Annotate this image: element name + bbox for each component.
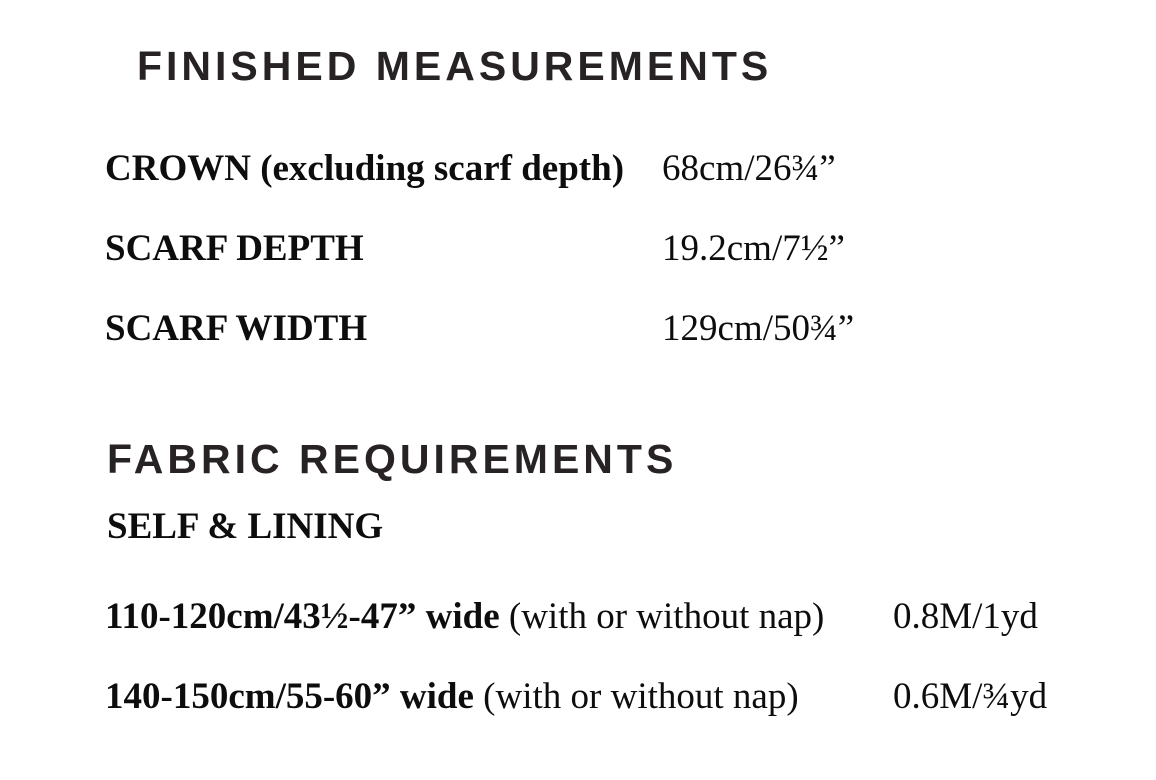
fabric-nap-note: (with or without nap) — [483, 676, 799, 717]
fabric-width-label: 110-120cm/43½-47” wide — [105, 596, 500, 637]
measurement-value: 19.2cm/7½” — [662, 228, 845, 269]
measurement-row-crown — [105, 147, 836, 191]
measurement-value: 68cm/26¾” — [662, 148, 836, 189]
measurement-value: 129cm/50¾” — [662, 308, 855, 349]
fabric-quantity-value: 0.6M/¾yd — [893, 676, 1048, 717]
fabric-row-140-150 — [105, 675, 1048, 719]
self-and-lining-subheading: SELF & LINING — [107, 506, 384, 547]
measurement-row-scarf-width — [105, 307, 855, 351]
fabric-width-label: 140-150cm/55-60” wide — [105, 676, 474, 717]
fabric-nap-note: (with or without nap) — [508, 596, 825, 637]
fabric-requirements-heading: FABRIC REQUIREMENTS — [107, 436, 678, 482]
measurement-label: SCARF WIDTH — [105, 308, 368, 349]
finished-measurements-heading: FINISHED MEASUREMENTS — [137, 43, 773, 89]
fabric-row-110-120 — [105, 595, 1038, 639]
measurement-label: CROWN (excluding scarf depth) — [105, 148, 625, 189]
measurement-label: SCARF DEPTH — [105, 228, 364, 269]
fabric-quantity-value: 0.8M/1yd — [893, 596, 1038, 637]
measurement-row-scarf-depth — [105, 227, 845, 271]
